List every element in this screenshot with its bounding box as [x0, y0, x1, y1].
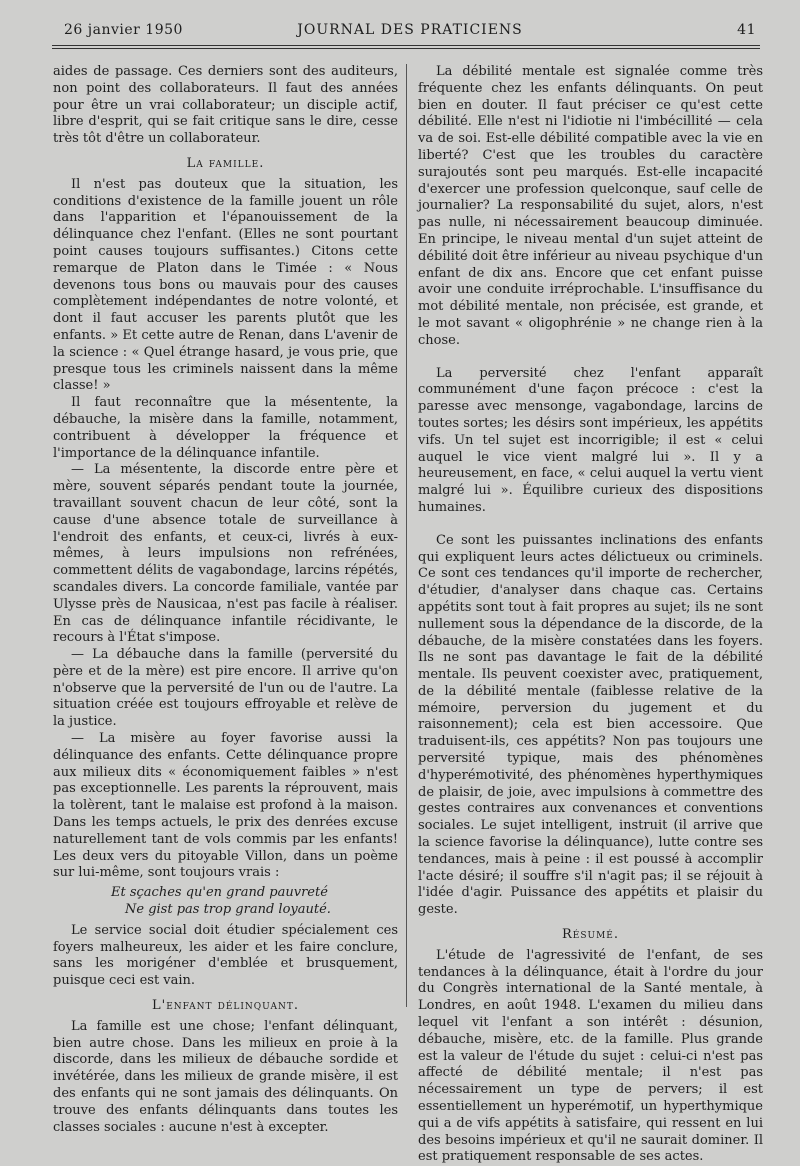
running-header [64, 18, 756, 44]
paragraph: Ce sont les puissantes inclinations des enfants qui expliquent leurs actes délictueux ou criminels. Ce sont ces tendances qu'il importe de rechercher, d'étudier, d'analyser dans chaque cas. Certains appétits sont tout à fait propres au sujet; ils ne sont nullement sous la dépendance de la discorde, de la débauche, de la misère constatées dans les foyers. Ils ne sont pas davantage le fait de la débilité mentale. Ils peuvent coexister avec, pratiquement, de la débilité mentale (faiblesse relative de la mémoire, perversion du jugement et du raisonnement); cela est bien accessoire. Que traduisent-ils, ces appétits? Non pas toujours une perversité typique, mais des phénomènes d'hyperémotivité, des phénomènes hyperthymiques de plaisir, de joie, avec impulsions à commettre des gestes contraires aux convenances et conventions sociales. Le sujet intelligent, instruit (il arrive que la science favorise la délinquance), lutte contre ses tendances, mais à peine : il est poussé à accomplir l'acte désiré; il souffre s'il n'agit pas; il se réjouit à l'idée d'agir. Puissance des appétits et plaisir du geste. [418, 532, 763, 918]
column-divider [406, 64, 407, 1007]
header-rule [52, 45, 760, 49]
left-column [53, 64, 398, 1136]
paragraph: Il faut reconnaître que la mésentente, la débauche, la misère dans la famille, notamment, contribuent à développer la fréquence et l'importance de la délinquance infantile. [53, 395, 398, 461]
paragraph: — La misère au foyer favorise aussi la délinquance des enfants. Cette délinquance propre aux milieux dits « économiquement faibles » n'est pas exceptionnelle. Les parents la réprouvent, mais la tolèrent, tant le malaise est profond à la maison. Dans les temps actuels, le prix des denrées excuse naturellement tant de vols commis par les enfants! Les deux vers du pitoyable Villon, dans un poème sur lui-même, sont toujours vrais : [53, 731, 398, 881]
paragraph: Il n'est pas douteux que la situation, les conditions d'existence de la famille jouent un rôle dans l'apparition et l'épanouissement de la délinquance chez l'enfant. (Elles ne sont pourtant point causes toujours suffisantes.) Citons cette remarque de Platon dans le Timée : « Nous devenons tous bons ou mauvais pour des causes complètement indépendantes de notre volonté, et dont il faut accuser les parents plutôt que les enfants. » Et cette autre de Renan, dans L'avenir de la science : « Quel étrange hasard, je vous prie, que presque tous les criminels naissent dans la même classe! » [53, 176, 398, 394]
paragraph: L'étude de l'agressivité de l'enfant, de ses tendances à la délinquance, était à l'ordre du jour du Congrès international de la Santé mentale, à Londres, en août 1948. L'examen du milieu dans lequel vit l'enfant a son intérêt : désunion, débauche, misère, etc. de la famille. Plus grande est la valeur de l'étude du sujet : celui-ci n'est pas affecté de débilité mentale; il n'est pas nécessairement un type de pervers; il est essentiellement un hyperémotif, un hyperthymique qui a de vifs appétits à satisfaire, qui ressent en lui des besoins impérieux et qu'il ne saurait dominer. Il est pratiquement responsable de ses actes. [418, 947, 763, 1165]
page-number: 41 [737, 22, 756, 38]
section-heading-famille: La famille. [186, 155, 265, 171]
paragraph: — La mésentente, la discorde entre père et mère, souvent séparés pendant toute la journée, travaillant souvent chacun de leur côté, sont la cause d'une absence totale de surveillance à l'endroit des enfants, et ceux-ci, livrés à eux-mêmes, à leurs impulsions non refrénées, commettent délits de vagabondage, larcins répétés, scandales divers. La concorde familiale, vantée par Ulysse près de Nausicaa, n'est pas facile à réaliser. En cas de délinquance infantile récidivante, le recours à l'État s'impose. [53, 462, 398, 646]
paragraph: — La débauche dans la famille (perversité du père et de la mère) est pire encore. Il arrive qu'on n'observe que la perversité de l'un ou de l'autre. La situation créée est toujours effroyable et relève de la justice. [53, 647, 398, 730]
paragraph: aides de passage. Ces derniers sont des auditeurs, non point des collaborateurs. Il faut des années pour être un vrai collaborateur; un disciple actif, libre d'esprit, qui se fait critique sans le dire, cesse très tôt d'être un collaborateur. [53, 64, 398, 147]
section-heading-resume: Résumé. [561, 927, 620, 943]
poem-line: Et sçaches qu'en grand pauvreté [111, 885, 328, 901]
paragraph: La perversité chez l'enfant apparaît communément d'une façon précoce : c'est la paresse avec mensonge, vagabondage, larcins de toutes sortes; les désirs sont impérieux, les appétits vifs. Un tel sujet est incorrigible; il est « celui auquel le vice vient malgré lui ». Il y a heureusement, en face, « celui auquel la vertu vient malgré lui ». Équilibre curieux des dispositions humaines. [418, 365, 763, 515]
paragraph: La débilité mentale est signalée comme très fréquente chez les enfants délinquants. On peut bien en douter. Il faut préciser ce qu'est cette débilité. Elle n'est ni l'idiotie ni l'imbécillité — cela va de soi. Est-elle débilité compatible avec la vie en liberté? C'est que les troubles du caractère surajoutés sont peu marqués. Est-elle incapacité d'exercer une profession quelconque, sauf celle de journalier? La responsabilité du sujet, alors, n'est pas nulle, ni nécessairement beaucoup diminuée. En principe, le niveau mental d'un sujet atteint de débilité doit être inférieur au niveau psychique d'un enfant de dix ans. Encore que cet enfant puisse avoir une conduite irréprochable. L'insuffisance du mot débilité mentale, non précisée, est grande, et le mot savant « oligophrénie » ne change rien à la chose. [418, 64, 763, 348]
section-heading-enfant: L'enfant délinquant. [151, 998, 299, 1014]
poem-line: Ne gist pas trop grand loyauté. [125, 902, 331, 918]
paragraph: Le service social doit étudier spécialement ces foyers malheureux, les aider et les faire conclure, sans les morigéner d'emblée et brusquement, puisque ceci est vain. [53, 922, 398, 989]
right-column [418, 64, 763, 1166]
journal-title: JOURNAL DES PRATICIENS [297, 22, 523, 38]
villon-quote [53, 885, 398, 919]
paragraph: La famille est une chose; l'enfant délinquant, bien autre chose. Dans les milieux en proie à la discorde, dans les milieux de débauche sordide et invétérée, dans les milieux de grande misère, il est des enfants qui ne sont jamais des délinquants. On trouve des enfants délinquants dans toutes les classes sociales : aucune n'est à excepter. [53, 1018, 398, 1135]
issue-date: 26 janvier 1950 [64, 22, 183, 38]
